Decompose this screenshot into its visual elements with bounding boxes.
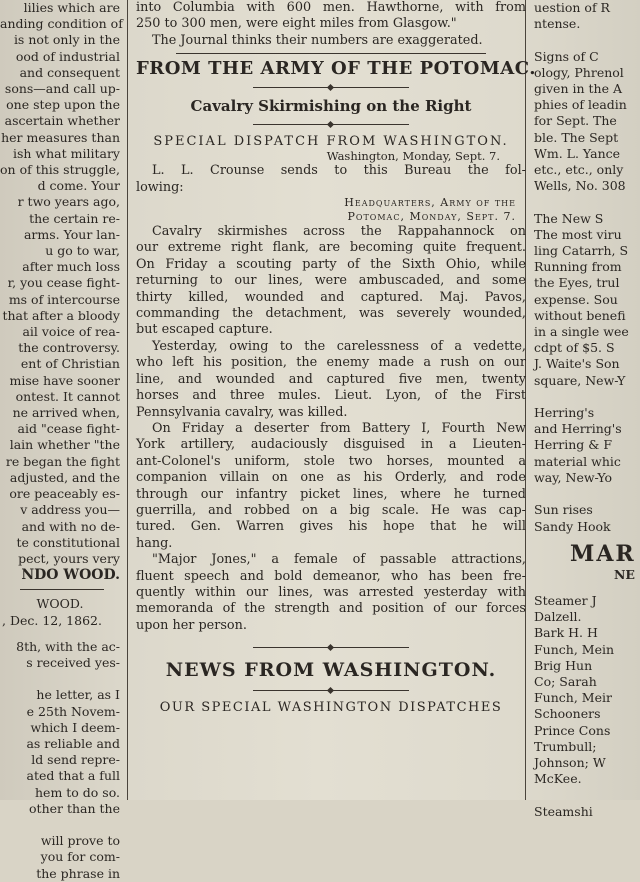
text-line: will prove to [40, 833, 120, 849]
text-line: ascertain whether [4, 113, 120, 129]
text-line: Wells, No. 308 [534, 178, 626, 194]
text-line: r two years ago, [17, 194, 120, 210]
text-line: cdpt of $5. S [534, 340, 615, 356]
text-line: ne arrived when, [12, 405, 120, 421]
text-line: for Sept. The [534, 113, 617, 129]
ornament-divider [136, 642, 526, 653]
text-line: companion villain on one as his Orderly, and rode [136, 470, 526, 486]
text-line: lain whether "the [9, 437, 120, 453]
hq-line: Potomac, Monday, Sept. 7. [347, 210, 516, 224]
ornament-divider [136, 119, 526, 130]
text-line: Sun rises [534, 502, 593, 518]
text-line: York artillery, audaciously disguised in a Lieuten- [136, 437, 526, 453]
text-line: ology, Phrenol [534, 64, 624, 80]
text-line: u go to war, [45, 243, 120, 259]
text-line: the controversy. [18, 340, 120, 356]
text-line: phies of leadin [534, 97, 627, 113]
text-line: as reliable and [26, 735, 120, 751]
text-line: etc., etc., only [534, 162, 624, 178]
text-line: you for com- [40, 849, 120, 865]
text-line: Running from [534, 259, 622, 275]
text-line: On Friday a deserter from Battery I, Fourth New [152, 420, 526, 436]
paragraph-skirmishes [136, 224, 526, 339]
text-line: the certain re- [29, 210, 120, 226]
text-line: Sandy Hook [534, 518, 611, 534]
text-line: Brig Hun [534, 657, 593, 673]
text-line: ent of Christian [20, 356, 120, 372]
text-line: Steamer J [534, 592, 597, 608]
text-line: way, New-Yo [534, 469, 613, 485]
text-line: d come. Your [37, 178, 120, 194]
text-line: adjusted, and the [9, 469, 120, 485]
text-line: in a single wee [534, 324, 629, 340]
text-line: that after a bloody [2, 307, 120, 323]
right-column-text-2 [530, 593, 640, 820]
text-line: sons—and call up- [4, 81, 120, 97]
marine-subheading: NE [614, 566, 635, 582]
text-line: her measures than [1, 129, 120, 145]
text-line: pect, yours very [18, 550, 120, 566]
text-line: te constitutional [16, 534, 120, 550]
paragraph-vedette [136, 339, 526, 421]
text-line: Yesterday, owing to the carelessness of a vedette, [152, 338, 526, 354]
text-line: and with no de- [21, 518, 120, 534]
headline-news-washington: NEWS FROM WASHINGTON. [165, 659, 497, 682]
text-line: aid "cease fight- [17, 421, 120, 437]
text-line: Prince Cons [534, 722, 611, 738]
divider [20, 589, 104, 590]
text-line: 250 to 300 men, were eight miles from Glasgow." [136, 16, 457, 32]
text-line: Pennsylvania cavalry, was killed. [136, 404, 348, 420]
text-line: our extreme right flank, are becoming quite frequent. [136, 240, 526, 256]
top-report-text [136, 0, 526, 33]
text-line: commanding the detachment, was severely wounded, [136, 306, 526, 322]
text-line: he letter, as I [36, 687, 120, 703]
text-line: uestion of R [534, 0, 610, 15]
text-line: material whic [534, 453, 621, 469]
text-line: through our infantry picket lines, where he turned [136, 486, 526, 502]
text-line: the phrase in [36, 865, 120, 881]
text-line: mise have sooner [9, 372, 120, 388]
text-line: Schooners [534, 706, 601, 722]
subheadline-cavalry: Cavalry Skirmishing on the Right [190, 97, 472, 116]
text-line: v address you— [20, 502, 120, 518]
text-line: 8th, with the ac- [16, 638, 120, 654]
text-line: upon her person. [136, 617, 247, 633]
text-line: ant-Colonel's uniform, stole two horses, mounted a [136, 453, 526, 469]
text-line: lilies which are [23, 0, 120, 15]
text-line: into Columbia with 600 men. Hawthorne, with from [136, 0, 526, 15]
text-line: square, New-Y [534, 372, 626, 388]
text-line: arms. Your lan- [23, 226, 120, 242]
text-line: is not only in the [13, 32, 120, 48]
text-line: given in the A [534, 81, 622, 97]
text-line: guerrilla, and robbed on a big scale. He was cap- [136, 502, 526, 518]
text-line: Funch, Meir [534, 690, 612, 706]
text-line: Bark H. H [534, 625, 598, 641]
left-column-text-2 [0, 639, 124, 882]
right-column-text [530, 0, 640, 535]
left-column-text [0, 0, 124, 567]
text-line: ood of industrial [15, 48, 120, 64]
hq-line: Headquarters, Army of the [344, 196, 516, 210]
signature-name: WOOD. [36, 596, 84, 612]
text-line: ail voice of rea- [22, 324, 120, 340]
text-line [530, 486, 640, 502]
paragraph-deserter [136, 421, 526, 552]
text-line: re began the fight [5, 453, 120, 469]
letter-date: , Dec. 12, 1862. [2, 612, 102, 628]
text-line: ld send repre- [31, 752, 120, 768]
text-line: anding condition of [0, 16, 123, 32]
dispatch-label: SPECIAL DISPATCH FROM WASHINGTON. [153, 134, 509, 150]
text-line: on of this struggle, [0, 162, 120, 178]
text-line: e 25th Novem- [26, 703, 120, 719]
ornament-divider [136, 82, 526, 93]
left-column [0, 0, 124, 881]
text-line: ore peaceably es- [9, 486, 120, 502]
text-line: expense. Sou [534, 291, 618, 307]
text-line: hem to do so. [35, 784, 120, 800]
text-line [530, 32, 640, 48]
text-line: Cavalry skirmishes across the Rappahannock on [152, 224, 526, 240]
text-line: the Eyes, trul [534, 275, 620, 291]
text-line: On Friday a scouting party of the Sixth Ohio, while [136, 256, 526, 272]
text-line: quently within our lines, was arrested yesterday with [136, 584, 526, 600]
text-line: McKee. [534, 771, 582, 787]
washington-dispatches-heading: OUR SPECIAL WASHINGTON DISPATCHES [159, 700, 503, 716]
text-line: ish what military [13, 145, 120, 161]
text-line [0, 817, 124, 833]
text-line: without benefi [534, 307, 626, 323]
text-line: Co; Sarah [534, 673, 597, 689]
headquarters-dateline [136, 196, 526, 224]
text-line: line, and wounded and captured five men, twenty [136, 371, 526, 387]
text-line: "Major Jones," a female of passable attractions, [152, 552, 526, 568]
text-line [530, 389, 640, 405]
letter-signature: NDO WOOD. [21, 567, 120, 584]
text-line: The New S [534, 210, 604, 226]
divider [176, 53, 486, 54]
headline-army-potomac: FROM THE ARMY OF THE POTOMAC. [136, 58, 537, 80]
main-column [130, 0, 537, 800]
text-line: other than the [29, 800, 120, 816]
text-line: Johnson; W [534, 754, 606, 770]
text-line: and consequent [19, 64, 120, 80]
text-line: ontest. It cannot [15, 388, 120, 404]
text-line: r, you cease fight- [7, 275, 120, 291]
text-line: lowing: [136, 179, 184, 195]
intro-paragraph [136, 163, 526, 196]
column-rule [127, 0, 128, 800]
marine-heading: MAR [570, 540, 636, 567]
text-line: ms of intercourse [8, 291, 120, 307]
dateline: Washington, Monday, Sept. 7. [326, 149, 500, 164]
text-line: ling Catarrh, S [534, 243, 629, 259]
text-line: L. L. Crounse sends to this Bureau the fol- [152, 163, 526, 179]
text-line: after much loss [22, 259, 120, 275]
ornament-divider [136, 685, 526, 696]
text-line: fluent speech and bold demeanor, who has been fre- [136, 568, 526, 584]
text-line: Herring's [534, 405, 595, 421]
text-line: returning to our lines, were ambuscaded, and some [136, 273, 526, 289]
text-line: Herring & F [534, 437, 613, 453]
text-line: who left his position, the enemy made a rush on our [136, 355, 526, 371]
text-line: horses and three mules. Lieut. Lyon, of the First [136, 388, 526, 404]
journal-note: The Journal thinks their numbers are exaggerated. [152, 32, 483, 48]
text-line: Trumbull; [534, 738, 597, 754]
text-line: s received yes- [26, 654, 120, 670]
text-line: Funch, Mein [534, 641, 615, 657]
text-line [530, 787, 640, 803]
text-line [0, 671, 124, 687]
text-line: Dalzell. [534, 609, 582, 625]
text-line: J. Waite's Son [534, 356, 620, 372]
paragraph-major-jones [136, 552, 526, 634]
right-column [530, 0, 640, 819]
text-line: Steamshi [534, 803, 593, 819]
text-line: ated that a full [26, 768, 120, 784]
text-line: and Herring's [534, 421, 622, 437]
text-line: ntense. [534, 16, 581, 32]
text-line: hang. [136, 535, 173, 551]
text-line: The most viru [534, 226, 622, 242]
text-line: which I deem- [30, 719, 120, 735]
text-line: Wm. L. Yance [534, 145, 621, 161]
text-line: but escaped capture. [136, 322, 273, 338]
text-line: memoranda of the strength and position of our forces [136, 601, 526, 617]
text-line: tured. Gen. Warren gives his hope that he will [136, 519, 526, 535]
text-line: one step upon the [6, 97, 120, 113]
text-line [530, 194, 640, 210]
text-line: thirty killed, wounded and captured. Maj. Pavos, [136, 289, 526, 305]
text-line: Signs of C [534, 48, 599, 64]
text-line: ble. The Sept [534, 129, 619, 145]
